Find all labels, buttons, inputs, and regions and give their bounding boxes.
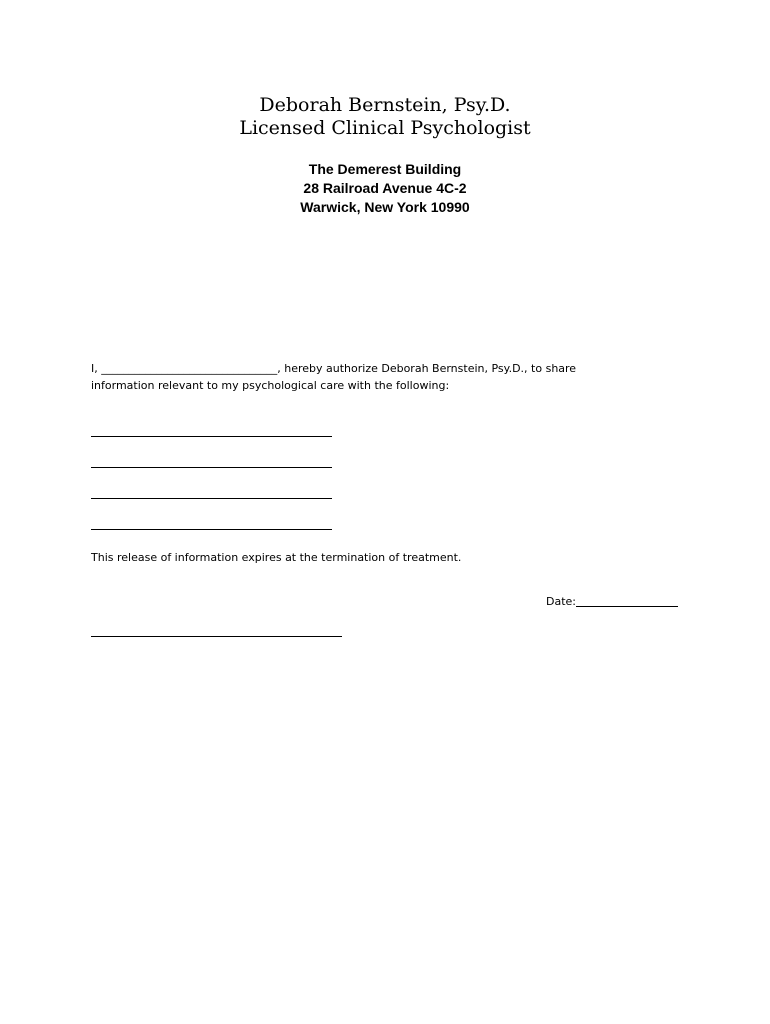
psychologist-name: Deborah Bernstein, Psy.D. xyxy=(259,94,511,116)
authorization-line-1: I, ________________________________, hereby authorize Deborah Bernstein, Psy.D., to share xyxy=(91,362,577,375)
address-street: 28 Railroad Avenue 4C-2 xyxy=(303,180,467,196)
psychologist-title: Licensed Clinical Psychologist xyxy=(239,117,531,139)
recipient-blank-line[interactable] xyxy=(91,436,332,437)
recipient-blank-line[interactable] xyxy=(91,529,332,530)
recipient-blank-line[interactable] xyxy=(91,467,332,468)
date-label: Date: xyxy=(546,595,576,608)
date-blank-line[interactable] xyxy=(576,606,678,607)
address-building: The Demerest Building xyxy=(308,161,462,177)
recipient-blank-line[interactable] xyxy=(91,498,332,499)
signature-blank-line[interactable] xyxy=(91,636,342,637)
date-field xyxy=(546,594,678,610)
expiry-statement: This release of information expires at the termination of treatment. xyxy=(91,551,462,564)
authorization-line-2: information relevant to my psychological care with the following: xyxy=(91,379,450,392)
address-city: Warwick, New York 10990 xyxy=(300,199,470,215)
